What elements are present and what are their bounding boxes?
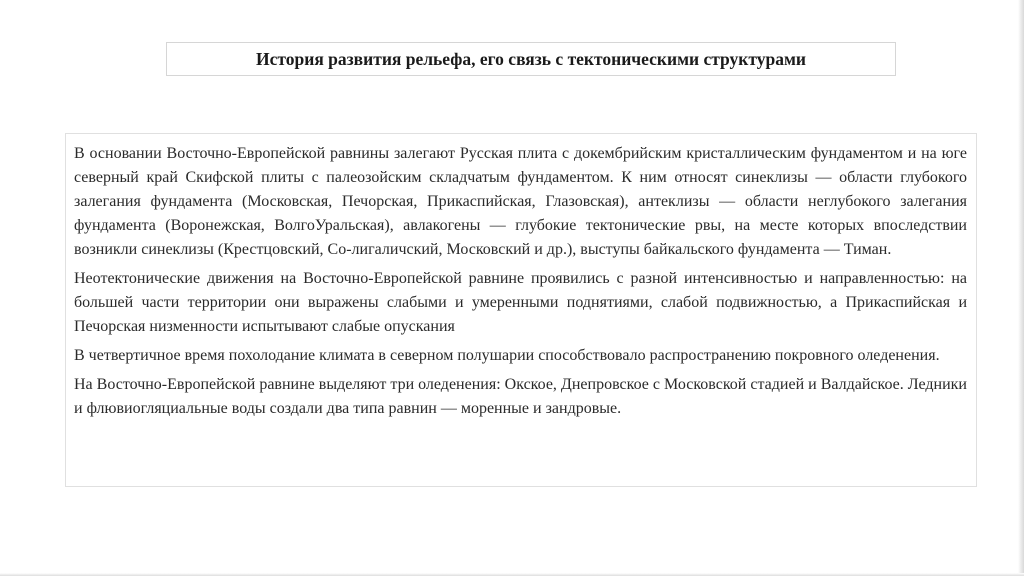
paragraph-glaciations: На Восточно-Европейской равнине выделяют три оледенения: Окское, Днепровское с Московской стадией и Валдайское. Ледники и флювиогляциальные воды создали два типа равнин — моренные и зандровые. (74, 376, 967, 417)
title-box (166, 42, 896, 76)
content-box (65, 133, 977, 487)
paragraph-basement: В основании Восточно-Европейской равнины залегают Русская плита с докембрийским кристаллическим фундаментом и на юге северный край Скифской плиты с палеозойским складчатым фундаментом. К ним относят синеклизы — области глубокого залегания фундамента (Московская, Печорская, Прикаспийская, Глазовская), антеклизы — области неглубокого залегания фундамента (Воронежская, ВолгоУральская), авлакогены — глубокие тектонические рвы, на месте которых впоследствии возникли синеклизы (Крестцовский, Со-лигаличский, Московский и др.), выступы байкальского фундамента — Тиман. (74, 145, 967, 258)
slide-title: История развития рельефа, его связь с тектоническими структурами (256, 48, 806, 69)
paragraph-quaternary: В четвертичное время похолодание климата в северном полушарии способствовало распространению покровного оледенения. (74, 347, 940, 364)
paragraph-neotectonics: Неотектонические движения на Восточно-Европейской равнине проявились с разной интенсивностью и направленностью: на большей части территории они выражены слабыми и умеренными поднятиями, слабой подвижностью, а Прикаспийская и Печорская низменности испытывают слабые опускания (74, 270, 967, 335)
right-edge-shadow (1018, 0, 1024, 576)
